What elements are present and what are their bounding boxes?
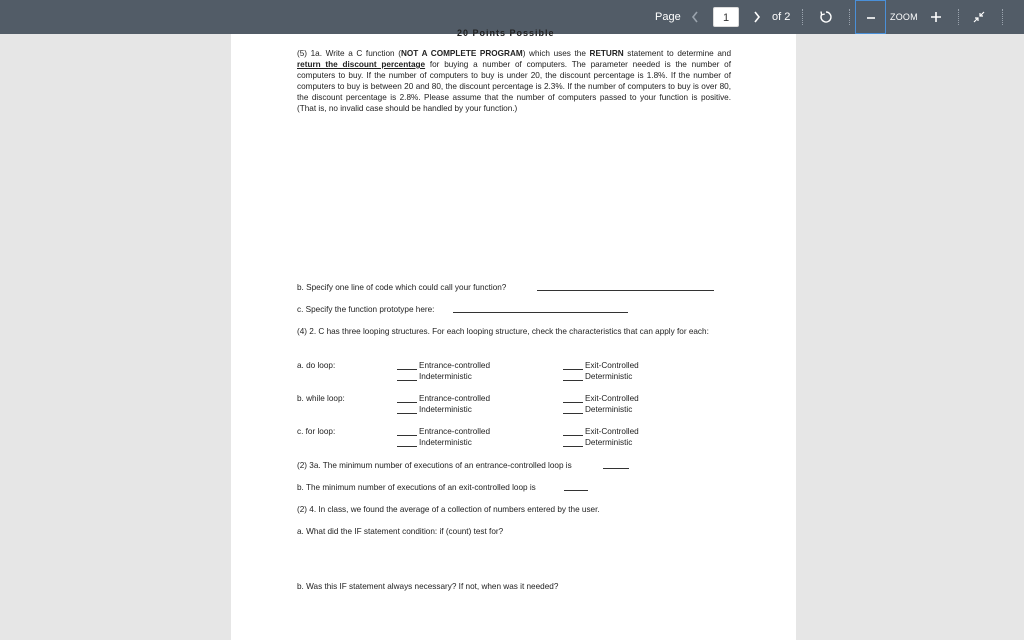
answer-line-3a[interactable]	[603, 468, 629, 469]
question-1c: c. Specify the function prototype here:	[297, 305, 435, 314]
option-label: Entrance-controlled	[419, 427, 490, 436]
page-label: Page	[655, 11, 681, 23]
loop-label: c. for loop:	[297, 427, 336, 436]
option-label: Deterministic	[585, 405, 633, 414]
collapse-icon[interactable]	[970, 0, 988, 34]
document-page	[231, 28, 796, 640]
zoom-in-icon[interactable]	[928, 0, 944, 34]
rotate-icon[interactable]	[817, 0, 835, 34]
question-2: (4) 2. C has three looping structures. For each looping structure, check the characteristics that can apply for each:	[297, 327, 709, 336]
option-label: Deterministic	[585, 438, 633, 447]
chevron-right-icon[interactable]	[750, 0, 764, 34]
checkbox-blank[interactable]	[397, 413, 417, 414]
loop-label: b. while loop:	[297, 394, 345, 403]
option-label: Exit-Controlled	[585, 394, 639, 403]
question-4b: b. Was this IF statement always necessary? If not, when was it needed?	[297, 582, 559, 591]
option-label: Indeterministic	[419, 405, 472, 414]
page-number-input[interactable]: 1	[713, 7, 739, 27]
checkbox-blank[interactable]	[563, 435, 583, 436]
zoom-label: ZOOM	[890, 12, 918, 22]
option-label: Indeterministic	[419, 372, 472, 381]
question-3b: b. The minimum number of executions of an exit-controlled loop is	[297, 483, 536, 492]
option-label: Deterministic	[585, 372, 633, 381]
question-4: (2) 4. In class, we found the average of a collection of numbers entered by the user.	[297, 505, 600, 514]
zoom-out-icon	[856, 1, 885, 35]
toolbar-divider	[849, 9, 850, 25]
checkbox-blank[interactable]	[397, 380, 417, 381]
question-1a: (5) 1a. Write a C function (NOT A COMPLETE PROGRAM) which uses the RETURN statement to determine and return the discount percentage for buying a number of computers. The parameter needed is the number of computers to buy. If the number of computers to buy is under 20, the discount percentage is 1.8%. If the number of computers to buy is between 20 and 80, the discount percentage is 2.3%. If the number of computers to buy is over 80, the discount percentage is 2.8%. Please assume that the number of computers passed to your function is positive. (That is, no invalid case should be handled by your function.)	[297, 49, 732, 113]
zoom-out-button[interactable]	[855, 0, 886, 34]
cutoff-heading: 20 Points Possible	[457, 28, 555, 38]
question-3a: (2) 3a. The minimum number of executions of an entrance-controlled loop is	[297, 461, 572, 470]
checkbox-blank[interactable]	[397, 402, 417, 403]
checkbox-blank[interactable]	[563, 402, 583, 403]
option-label: Entrance-controlled	[419, 394, 490, 403]
checkbox-blank[interactable]	[563, 413, 583, 414]
answer-line-3b[interactable]	[564, 490, 588, 491]
question-4a: a. What did the IF statement condition: if (count) test for?	[297, 527, 504, 536]
answer-line-1b[interactable]	[537, 290, 714, 291]
checkbox-blank[interactable]	[397, 435, 417, 436]
checkbox-blank[interactable]	[563, 369, 583, 370]
checkbox-blank[interactable]	[397, 446, 417, 447]
checkbox-blank[interactable]	[563, 446, 583, 447]
option-label: Exit-Controlled	[585, 427, 639, 436]
toolbar-divider	[802, 9, 803, 25]
chevron-left-icon[interactable]	[688, 0, 702, 34]
question-1b: b. Specify one line of code which could call your function?	[297, 283, 507, 292]
page-count-label: of 2	[772, 11, 791, 23]
loop-label: a. do loop:	[297, 361, 336, 370]
checkbox-blank[interactable]	[397, 369, 417, 370]
toolbar-divider	[958, 9, 959, 25]
checkbox-blank[interactable]	[563, 380, 583, 381]
option-label: Exit-Controlled	[585, 361, 639, 370]
toolbar-divider	[1002, 9, 1003, 25]
option-label: Entrance-controlled	[419, 361, 490, 370]
answer-line-1c[interactable]	[453, 312, 628, 313]
option-label: Indeterministic	[419, 438, 472, 447]
